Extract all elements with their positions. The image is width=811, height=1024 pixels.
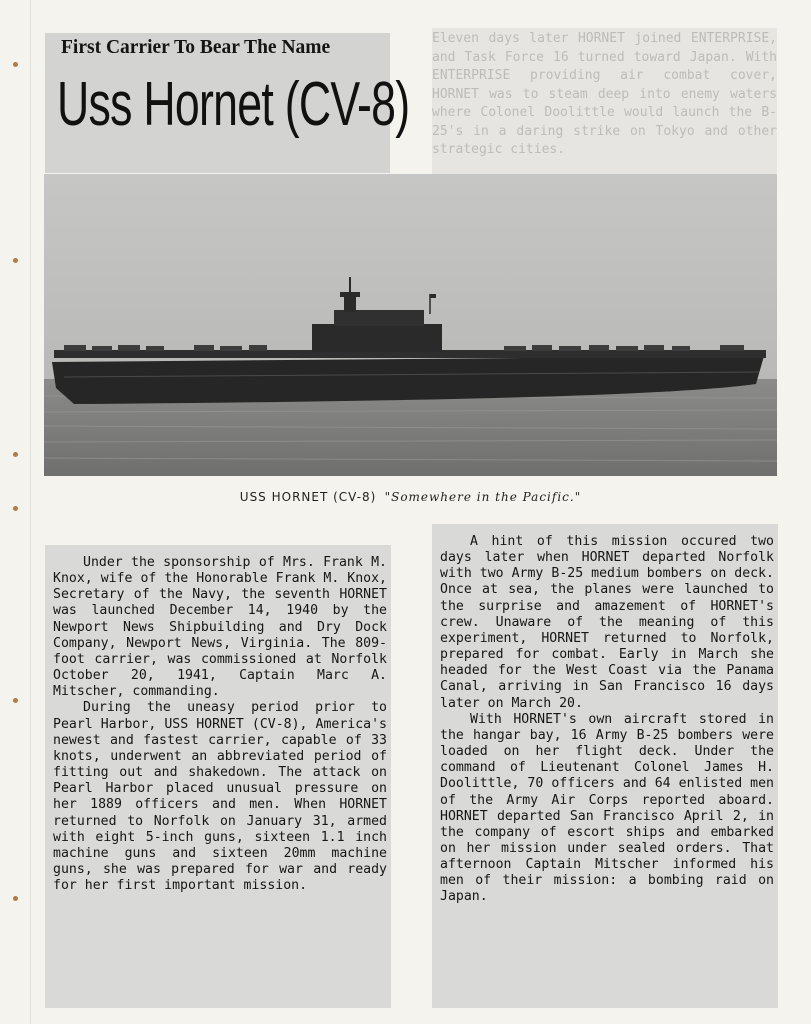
paragraph: A hint of this mission occured two days later when HORNET departed Norfolk with two Army B-25 medium bombers on deck. Once at sea, the planes were launched to the surprise and amazement of HORNET's crew. Unaware of the meaning of this experiment, HORNET returned to Norfolk, prepared for combat. Early in March she headed for the West Coast via the Panama Canal, arriving in San Francisco 16 days later on March 20. bbox=[440, 534, 774, 711]
paragraph: Under the sponsorship of Mrs. Frank M. Knox, wife of the Honorable Frank M. Knox, Secretary of the Navy, the seventh HORNET was launched December 14, 1940 by the Newport News Shipbuilding and Dry Dock Company, Newport News, Virginia. The 809-foot carrier, was commissioned at Norfolk October 20, 1941, Captain Marc A. Mitscher, commanding. bbox=[53, 555, 387, 700]
margin-line bbox=[30, 0, 31, 1024]
caption-location: "Somewhere in the Pacific." bbox=[384, 490, 582, 504]
binder-hole bbox=[13, 258, 18, 263]
binder-hole bbox=[13, 506, 18, 511]
title-block bbox=[45, 33, 410, 173]
article-subtitle: First Carrier To Bear The Name bbox=[61, 37, 331, 58]
article-column-right bbox=[432, 524, 778, 1008]
binder-hole bbox=[13, 452, 18, 457]
aircraft-carrier-image bbox=[44, 174, 777, 476]
caption-ship-name: USS HORNET (CV-8) bbox=[239, 490, 377, 504]
paragraph: During the uneasy period prior to Pearl Harbor, USS HORNET (CV-8), America's newest and fastest carrier, capable of 33 knots, underwent an abbreviated period of fitting out and shakedown. The attack on Pearl Harbor placed unusual pressure on her 1889 officers and men. When HORNET returned to Norfolk on January 31, armed with eight 5-inch guns, sixteen 1.1 inch machine guns and sixteen 20mm machine guns, she was prepared for war and ready for her first important mission. bbox=[53, 700, 387, 894]
binder-hole bbox=[13, 698, 18, 703]
article-column-left bbox=[45, 545, 391, 1008]
binder-hole bbox=[13, 896, 18, 901]
bleed-through-text: Eleven days later HORNET joined ENTERPRISE, and Task Force 16 turned toward Japan. With ENTERPRISE providing air combat cover, HORNET was to steam deep into enemy waters where Colonel Doolittle would launch the B-25's in a daring strike on Tokyo and other strategic cities. bbox=[432, 31, 777, 157]
binder-hole bbox=[13, 62, 18, 67]
ship-photo bbox=[44, 174, 777, 476]
photo-caption bbox=[44, 490, 777, 504]
article-title: Uss Hornet (CV-8) bbox=[57, 70, 410, 139]
paragraph: With HORNET's own aircraft stored in the hangar bay, 16 Army B-25 bombers were loaded on her flight deck. Under the command of Lieutenant Colonel James H. Doolittle, 70 officers and 64 enlisted men of the Army Air Corps reported aboard. HORNET departed San Francisco April 2, in the company of escort ships and embarked on her mission under sealed orders. That afternoon Captain Mitscher informed his men of their mission: a bombing raid on Japan. bbox=[440, 711, 774, 905]
